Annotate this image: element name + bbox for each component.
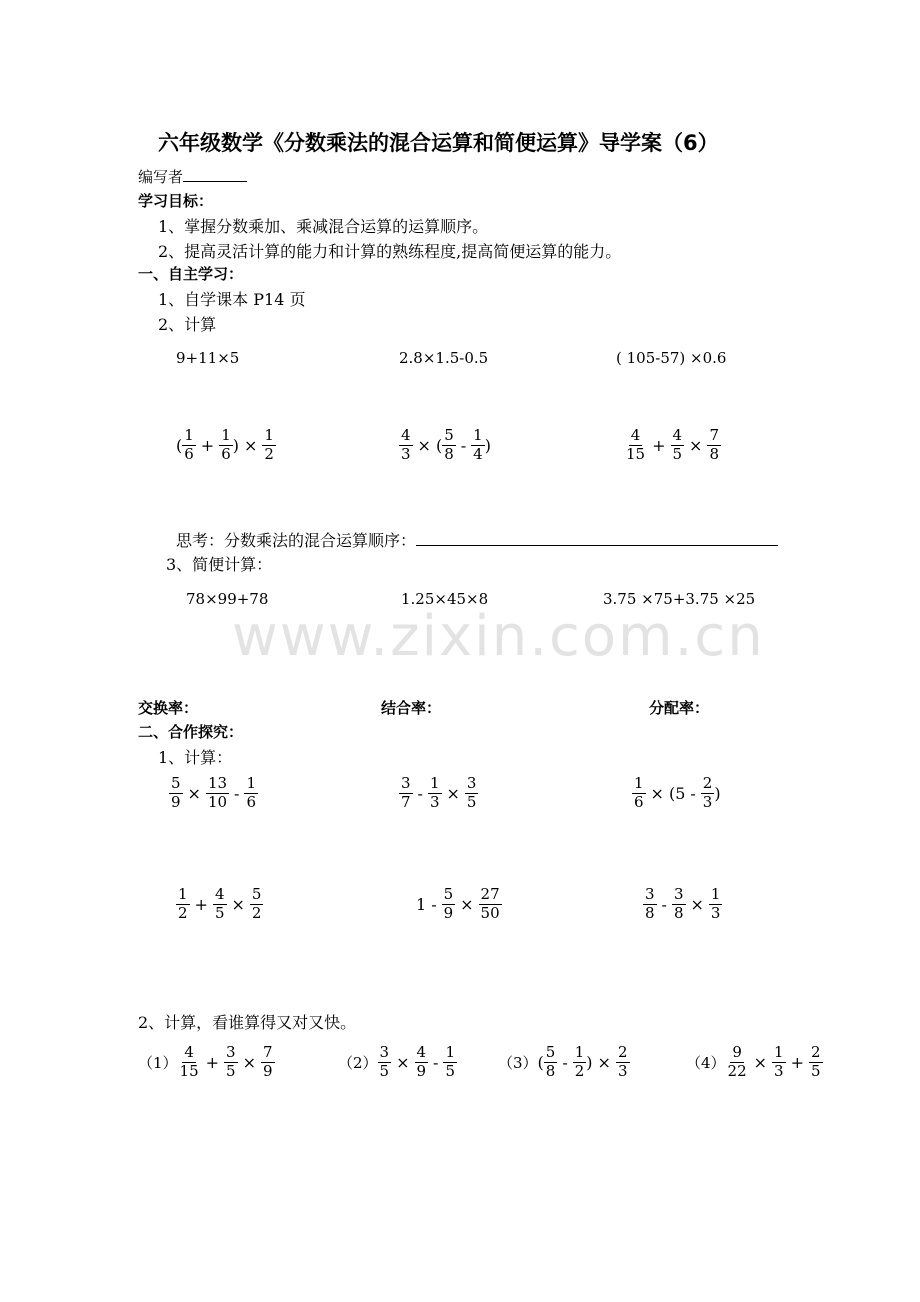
section1-heading: 一、自主学习：	[138, 265, 244, 283]
minus-sign: -	[562, 1052, 568, 1072]
think-line	[176, 528, 778, 551]
fraction: $\frac{1}{6}$	[246, 774, 256, 811]
close-paren: )	[232, 435, 239, 455]
plus-sign: +	[652, 435, 666, 455]
speed-calc-2	[338, 1045, 457, 1080]
times-sign: ×	[446, 783, 460, 803]
fraction: $\frac{2}{3}$	[617, 1043, 628, 1080]
fraction-expression	[399, 776, 478, 811]
speed-calc-1	[138, 1045, 275, 1080]
fraction: $\frac{1}{3}$	[710, 885, 721, 922]
times-sign: ×	[753, 1052, 768, 1072]
calc-expression: ( 105-57) ×0.6	[616, 349, 727, 367]
times-sign: ×	[689, 435, 703, 455]
fraction: $\frac{1}{3}$	[429, 774, 440, 811]
number: 1	[416, 894, 427, 914]
fraction: $\frac{27}{50}$	[480, 885, 500, 922]
open-paren: (	[537, 1052, 544, 1072]
fraction: $\frac{13}{10}$	[207, 774, 228, 811]
number: 5	[675, 783, 686, 803]
fraction: $\frac{1}{2}$	[264, 426, 274, 463]
objective-item: 1、掌握分数乘加、乘减混合运算的运算顺序。	[158, 217, 489, 236]
plus-sign: +	[194, 894, 208, 914]
times-sign: ×	[460, 894, 474, 914]
section2-item1: 1、计算：	[158, 748, 233, 767]
fraction: $\frac{1}{4}$	[473, 426, 483, 463]
section1-item3: 3、简便计算：	[166, 555, 273, 574]
plus-sign: +	[205, 1052, 220, 1072]
times-sign: ×	[597, 1052, 611, 1072]
fraction-expression	[416, 887, 502, 922]
simple-calc-expression: 3.75 ×75+3.75 ×25	[603, 590, 756, 608]
fraction: $\frac{1}{6}$	[221, 426, 231, 463]
fraction: $\frac{7}{9}$	[263, 1043, 273, 1080]
fraction: $\frac{5}{2}$	[251, 885, 262, 922]
simple-calc-expression: 1.25×45×8	[401, 590, 489, 608]
fraction: $\frac{3}{7}$	[401, 774, 411, 811]
fraction: $\frac{5}{9}$	[171, 774, 181, 811]
fraction-expression	[399, 428, 491, 463]
times-sign: ×	[417, 435, 431, 455]
watermark: www.zixin.com.cn	[232, 604, 765, 669]
fraction-expression	[176, 428, 276, 463]
law-label-associative: 结合率：	[381, 699, 442, 717]
section2-item2: 2、计算，看谁算得又对又快。	[138, 1013, 357, 1032]
close-paren: )	[714, 783, 721, 803]
minus-sign: -	[433, 1052, 439, 1072]
fraction: $\frac{3}{8}$	[673, 885, 684, 922]
law-label-commutative: 交换率：	[138, 699, 199, 717]
objective-item: 2、提高灵活计算的能力和计算的熟练程度,提高简便运算的能力。	[158, 242, 622, 261]
fraction: $\frac{1}{5}$	[445, 1043, 455, 1080]
item-label: （3）	[498, 1053, 538, 1072]
section2-heading: 二、合作探究：	[138, 723, 244, 741]
item-label: （2）	[338, 1053, 378, 1072]
law-label-distributive: 分配率：	[649, 699, 710, 717]
think-label: 思考：分数乘法的混合运算顺序：	[176, 531, 417, 550]
section1-item2: 2、计算	[158, 315, 217, 334]
fraction: $\frac{5}{8}$	[444, 426, 454, 463]
item-label: （4）	[686, 1053, 726, 1072]
fraction-expression	[169, 776, 258, 811]
fraction: $\frac{4}{9}$	[416, 1043, 427, 1080]
fraction-expression	[643, 887, 722, 922]
fraction: $\frac{1}{2}$	[178, 885, 188, 922]
fraction: $\frac{4}{5}$	[214, 885, 225, 922]
section1-item1: 1、自学课本 P14 页	[158, 290, 306, 309]
speed-calc-3	[498, 1045, 630, 1080]
fraction: $\frac{1}{2}$	[574, 1043, 585, 1080]
fraction: $\frac{9}{22}$	[727, 1043, 747, 1080]
fraction: $\frac{5}{8}$	[545, 1043, 556, 1080]
fraction: $\frac{7}{8}$	[709, 426, 719, 463]
fraction: $\frac{4}{5}$	[672, 426, 683, 463]
minus-sign: -	[417, 783, 423, 803]
times-sign: ×	[187, 783, 201, 803]
fraction: $\frac{1}{6}$	[184, 426, 194, 463]
fraction: $\frac{4}{15}$	[179, 1043, 199, 1080]
speed-calc-4	[686, 1045, 823, 1080]
close-paren: )	[484, 435, 491, 455]
fraction: $\frac{4}{3}$	[401, 426, 411, 463]
minus-sign: -	[234, 783, 240, 803]
fraction: $\frac{2}{5}$	[811, 1043, 821, 1080]
minus-sign: -	[460, 435, 467, 455]
author-line	[138, 166, 247, 187]
open-paren: (	[435, 435, 443, 455]
times-sign: ×	[231, 894, 245, 914]
fraction: $\frac{3}{5}$	[226, 1043, 236, 1080]
times-sign: ×	[650, 783, 664, 803]
author-label: 编写者	[138, 168, 184, 186]
plus-sign: +	[200, 435, 215, 455]
author-blank[interactable]	[183, 181, 247, 182]
objectives-heading: 学习目标：	[138, 192, 214, 210]
minus-sign: -	[431, 894, 437, 914]
item-label: （1）	[138, 1053, 178, 1072]
fraction-expression	[176, 887, 263, 922]
fraction: $\frac{5}{9}$	[443, 885, 454, 922]
times-sign: ×	[690, 894, 704, 914]
fraction: $\frac{3}{5}$	[466, 774, 477, 811]
calc-expression: 9+11×5	[176, 349, 240, 367]
fraction: $\frac{4}{15}$	[626, 426, 646, 463]
open-paren: (	[668, 783, 676, 803]
plus-sign: +	[790, 1052, 804, 1072]
think-answer-blank[interactable]	[416, 545, 778, 546]
minus-sign: -	[661, 894, 667, 914]
simple-calc-expression: 78×99+78	[186, 590, 269, 608]
page-title: 六年级数学《分数乘法的混合运算和简便运算》导学案（6）	[158, 131, 719, 155]
times-sign: ×	[244, 435, 258, 455]
fraction: $\frac{3}{8}$	[645, 885, 655, 922]
minus-sign: -	[690, 783, 696, 803]
fraction-expression	[624, 428, 721, 463]
fraction: $\frac{1}{6}$	[634, 774, 644, 811]
close-paren: )	[586, 1052, 593, 1072]
fraction: $\frac{2}{3}$	[702, 774, 713, 811]
fraction: $\frac{1}{3}$	[774, 1043, 784, 1080]
times-sign: ×	[396, 1052, 410, 1072]
calc-expression: 2.8×1.5-0.5	[399, 349, 489, 367]
fraction-expression	[632, 776, 721, 811]
times-sign: ×	[242, 1052, 256, 1072]
open-paren: (	[176, 435, 183, 455]
fraction: $\frac{3}{5}$	[379, 1043, 390, 1080]
